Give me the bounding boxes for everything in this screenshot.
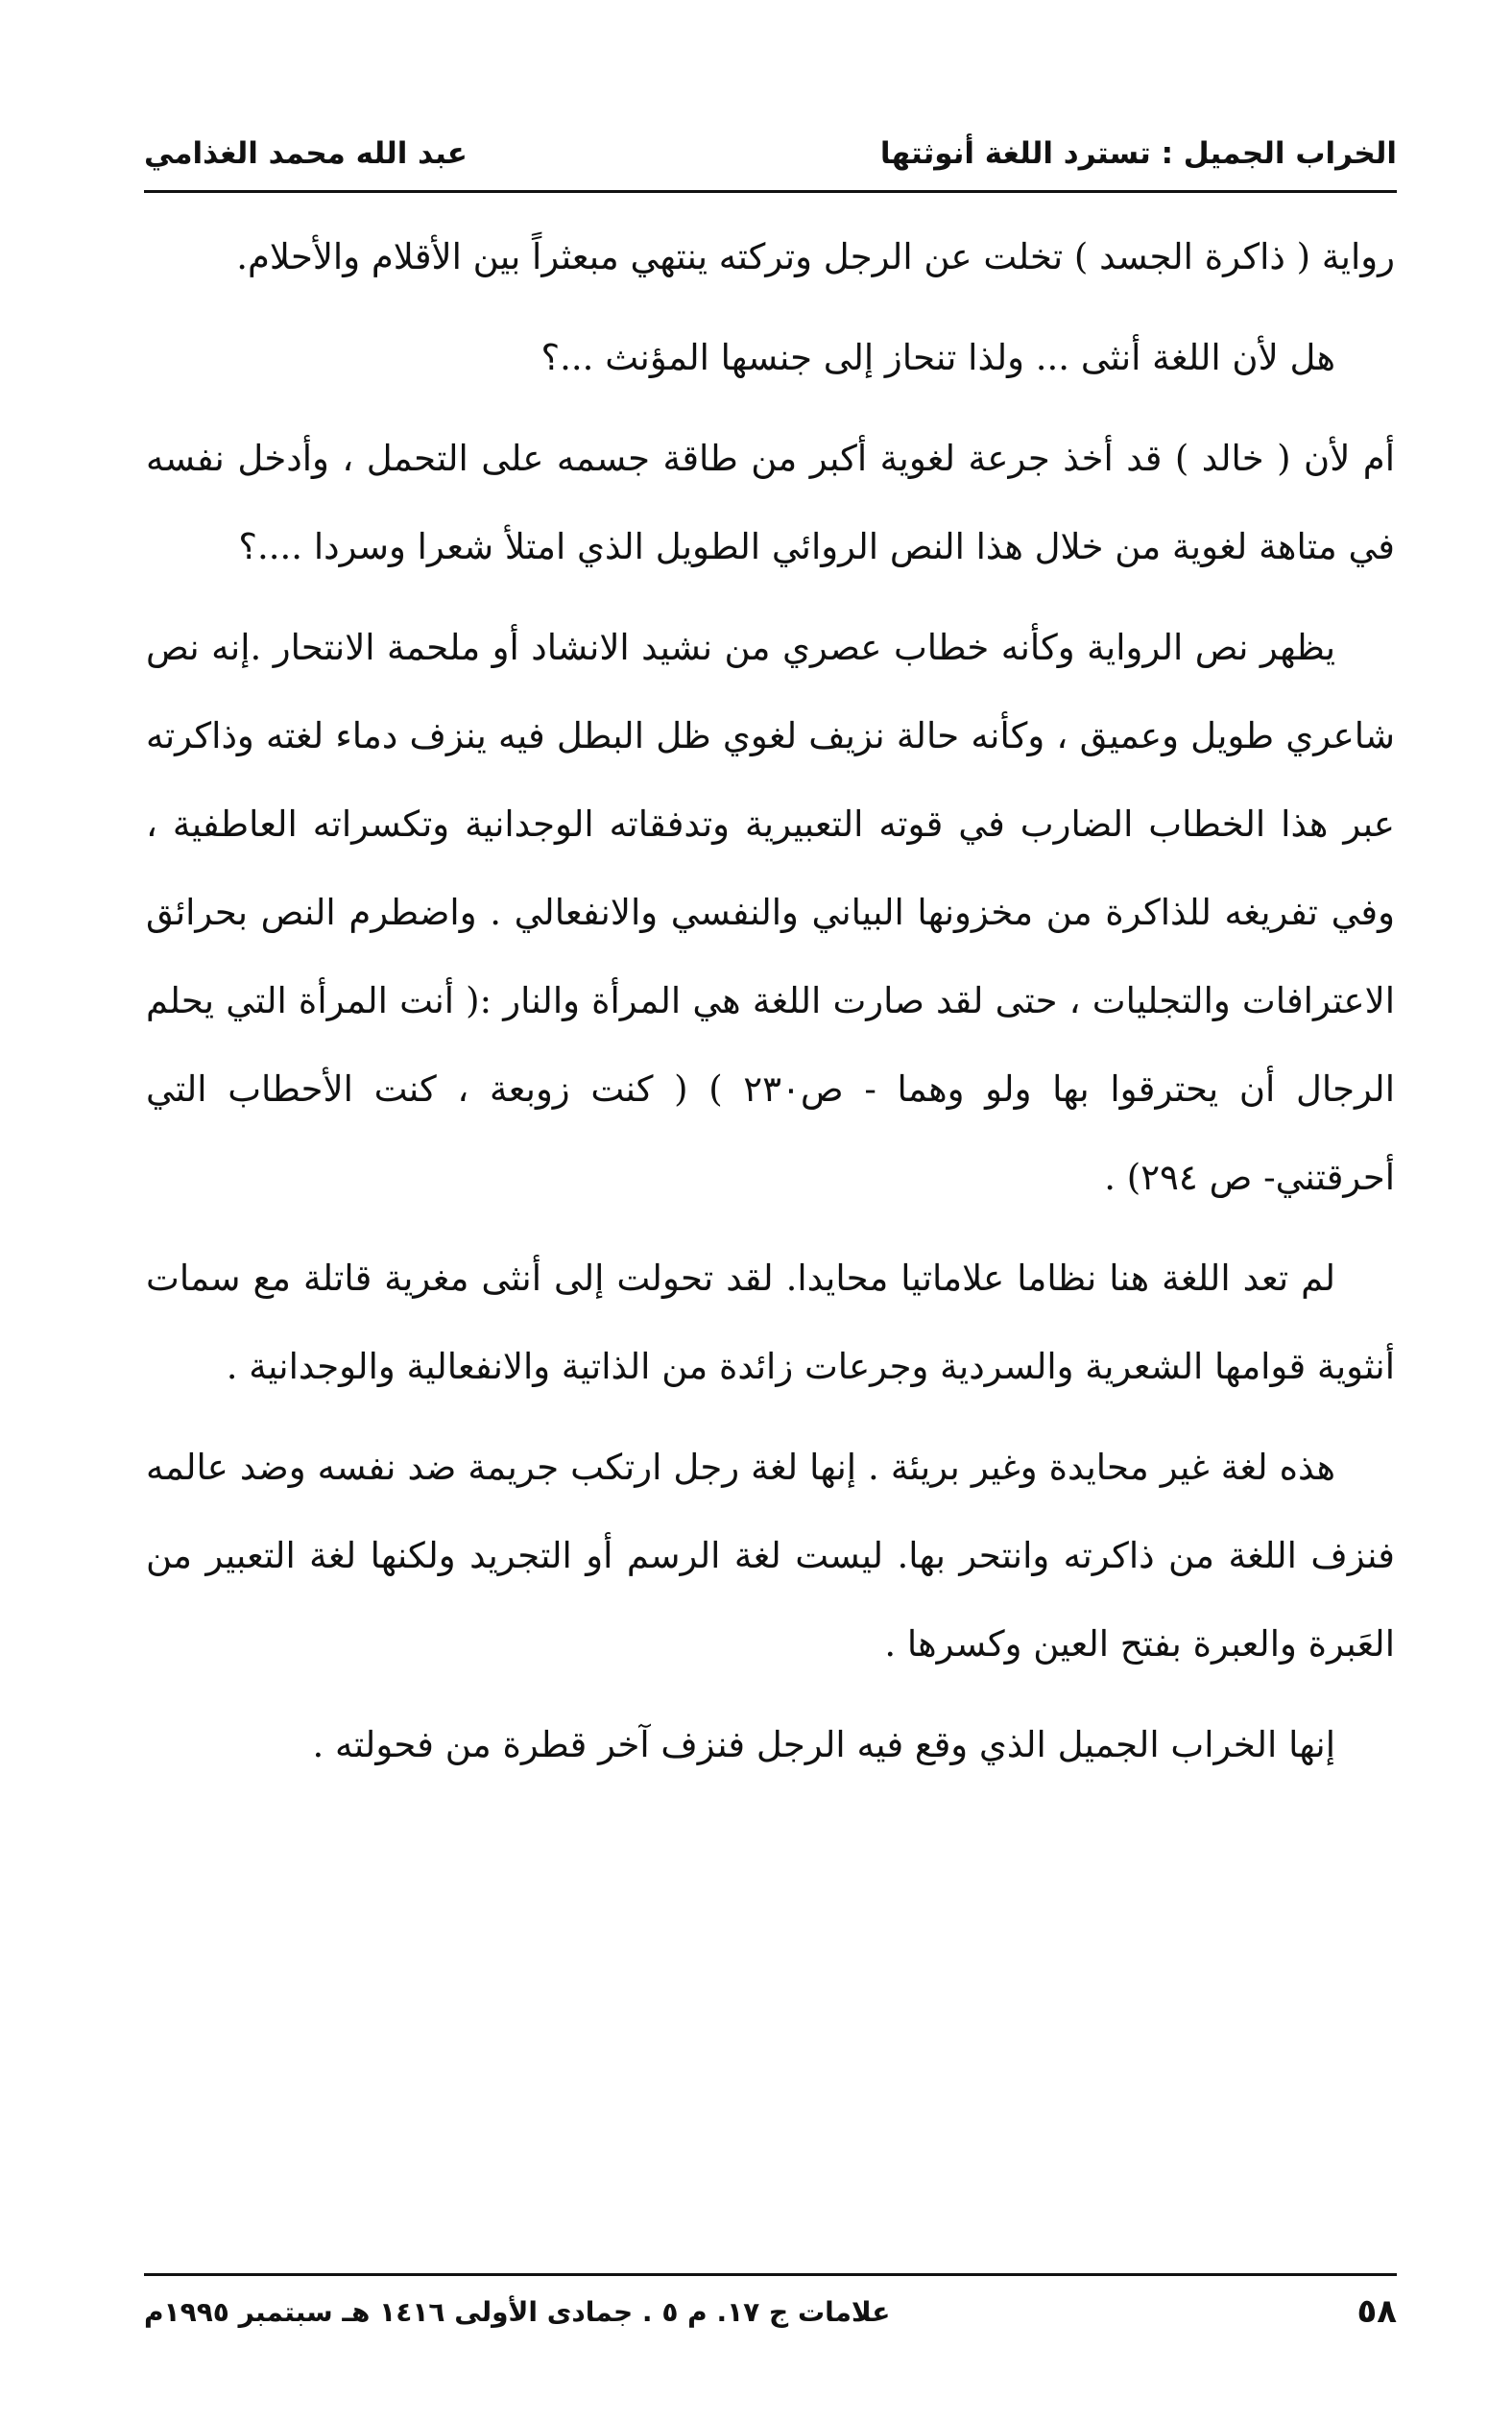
paragraph: لم تعد اللغة هنا نظاما علاماتيا محايدا. لقد تحولت إلى أنثى مغرية قاتلة مع سمات أنثوية قوامها الشعرية والسردية وجرعات زائدة من الذاتية والانفعالية والوجدانية . <box>146 1258 1395 1387</box>
running-title: الخراب الجميل : تسترد اللغة أنوثتها <box>879 136 1397 171</box>
footer-rule <box>144 2273 1397 2276</box>
paragraph: إنها الخراب الجميل الذي وقع فيه الرجل فنزف آخر قطرة من فحولته . <box>312 1724 1335 1765</box>
page-footer <box>144 2283 1397 2340</box>
page-number: ٥٨ <box>1356 2292 1397 2331</box>
paragraph: هذه لغة غير محايدة وغير بريئة . إنها لغة رجل ارتكب جريمة ضد نفسه وضد عالمه فنزف اللغة من ذاكرته وانتحر بها. ليست لغة الرسم أو التجريد ولكنها لغة التعبير من العَبرة والعبرة بفتح العين وكسرها . <box>146 1447 1395 1665</box>
paragraph: أم لأن ( خالد ) قد أخذ جرعة لغوية أكبر من طاقة جسمه على التحمل ، وأدخل نفسه في متاهة لغوية من خلال هذا النص الروائي الطويل الذي امتلأ شعرا وسردا ....؟ <box>146 438 1395 567</box>
header-rule <box>144 190 1397 193</box>
paragraph: رواية ( ذاكرة الجسد ) تخلت عن الرجل وتركته ينتهي مبعثراً بين الأقلام والأحلام. <box>236 236 1395 277</box>
paragraph: يظهر نص الرواية وكأنه خطاب عصري من نشيد الانشاد أو ملحمة الانتحار .إنه نص شاعري طويل وعميق ، وكأنه حالة نزيف لغوي ظل البطل فيه ينزف دماء لغته وذاكرته عبر هذا الخطاب الضارب في قوته التعبيرية وتدفقاته الوجدانية وتكسراته العاطفية ، وفي تفريغه للذاكرة من مخزونها البياني والنفسي والانفعالي . واضطرم النص بحرائق الاعترافات والتجليات ، حتى لقد صارت اللغة هي المرأة والنار :( أنت المرأة التي يحلم الرجال أن يحترقوا بها ولو وهما - ص٢٣٠ ) ( كنت زوبعة ، كنت الأحطاب التي أحرقتني- ص ٢٩٤) . <box>146 627 1395 1198</box>
paragraph: هل لأن اللغة أنثى ... ولذا تنحاز إلى جنسها المؤنث ...؟ <box>540 337 1335 378</box>
journal-citation: علامات ج ١٧. م ٥ . جمادى الأولى ١٤١٦ هـ سبتمبر ١٩٩٥م <box>144 2295 891 2328</box>
running-header <box>144 125 1397 182</box>
running-author: عبد الله محمد الغذامي <box>144 136 468 171</box>
article-body <box>146 213 1395 1802</box>
